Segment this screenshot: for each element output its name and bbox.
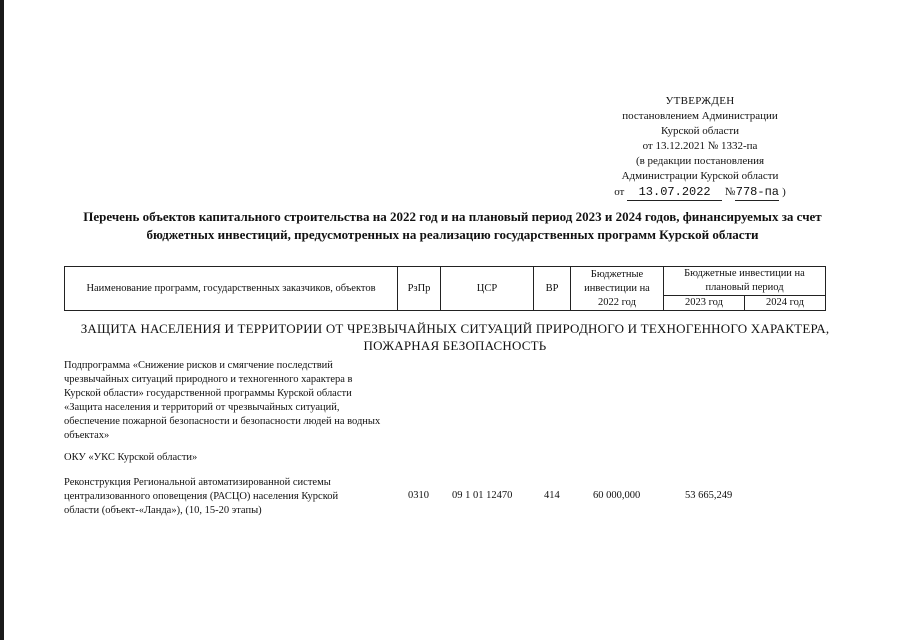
customer-name: ОКУ «УКС Курской области» xyxy=(64,452,198,463)
approval-line: постановлением Администрации xyxy=(622,110,778,122)
project-budget-2023: 53 665,249 xyxy=(685,490,733,501)
page-edge xyxy=(0,0,4,640)
project-vr: 414 xyxy=(544,490,560,501)
date-prefix: от xyxy=(614,186,625,198)
header-budget-2022: Бюджетные инвестиции на 2022 год xyxy=(571,267,664,311)
project-budget-2022: 60 000,000 xyxy=(593,490,641,501)
project-rzpr: 0310 xyxy=(408,490,429,501)
header-name: Наименование программ, государственных заказчиков, объектов xyxy=(65,267,398,311)
approval-line: от 13.12.2021 № 1332-па xyxy=(642,140,758,152)
header-2024: 2024 год xyxy=(745,296,826,311)
approval-date: 13.07.2022 xyxy=(627,185,722,201)
document-title: Перечень объектов капитального строительства на 2022 год и на плановый период 2023 и 2024 годов, финансируемых за счет бюджетных инвестиций, предусмотренных на реализацию государственных программ Курской области xyxy=(83,209,822,242)
header-rzpr: РзПр xyxy=(398,267,441,311)
approval-heading: УТВЕРЖДЕН xyxy=(665,95,735,107)
approval-date-line xyxy=(600,185,800,201)
approval-line: Курской области xyxy=(660,125,740,137)
number-prefix: № xyxy=(724,186,736,198)
header-vr: ВР xyxy=(534,267,571,311)
approval-line: Администрации Курской области xyxy=(621,170,779,182)
closing-paren: ) xyxy=(782,186,786,198)
approval-number-wrap xyxy=(725,186,780,198)
header-csr: ЦСР xyxy=(441,267,534,311)
header-2023: 2023 год xyxy=(664,296,745,311)
subprogram-text: Подпрограмма «Снижение рисков и смягчение последствий чрезвычайных ситуаций природного и техногенного характера в Курской области» государственной программы Курской области «Защита населения и территорий от чрезвычайных ситуаций, обеспечение пожарной безопасности и безопасности людей на водных объектах» xyxy=(64,360,381,441)
header-planned-period: Бюджетные инвестиции на плановый период xyxy=(664,267,826,296)
approval-stamp xyxy=(600,94,800,201)
table-header xyxy=(64,266,826,311)
approval-line: (в редакции постановления xyxy=(635,155,765,167)
approval-number: 778-па xyxy=(735,185,779,199)
section-heading: ЗАЩИТА НАСЕЛЕНИЯ И ТЕРРИТОРИИ ОТ ЧРЕЗВЫЧАЙНЫХ СИТУАЦИЙ ПРИРОДНОГО И ТЕХНОГЕННОГО ХАРАКТЕРА, ПОЖАРНАЯ БЕЗОПАСНОСТЬ xyxy=(80,321,830,353)
project-name: Реконструкция Региональной автоматизированной системы централизованного оповещения (РАСЦО) населения Курской области (объект-«Ланда»), (10, 15-20 этапы) xyxy=(64,477,339,516)
project-csr: 09 1 01 12470 xyxy=(452,490,513,501)
